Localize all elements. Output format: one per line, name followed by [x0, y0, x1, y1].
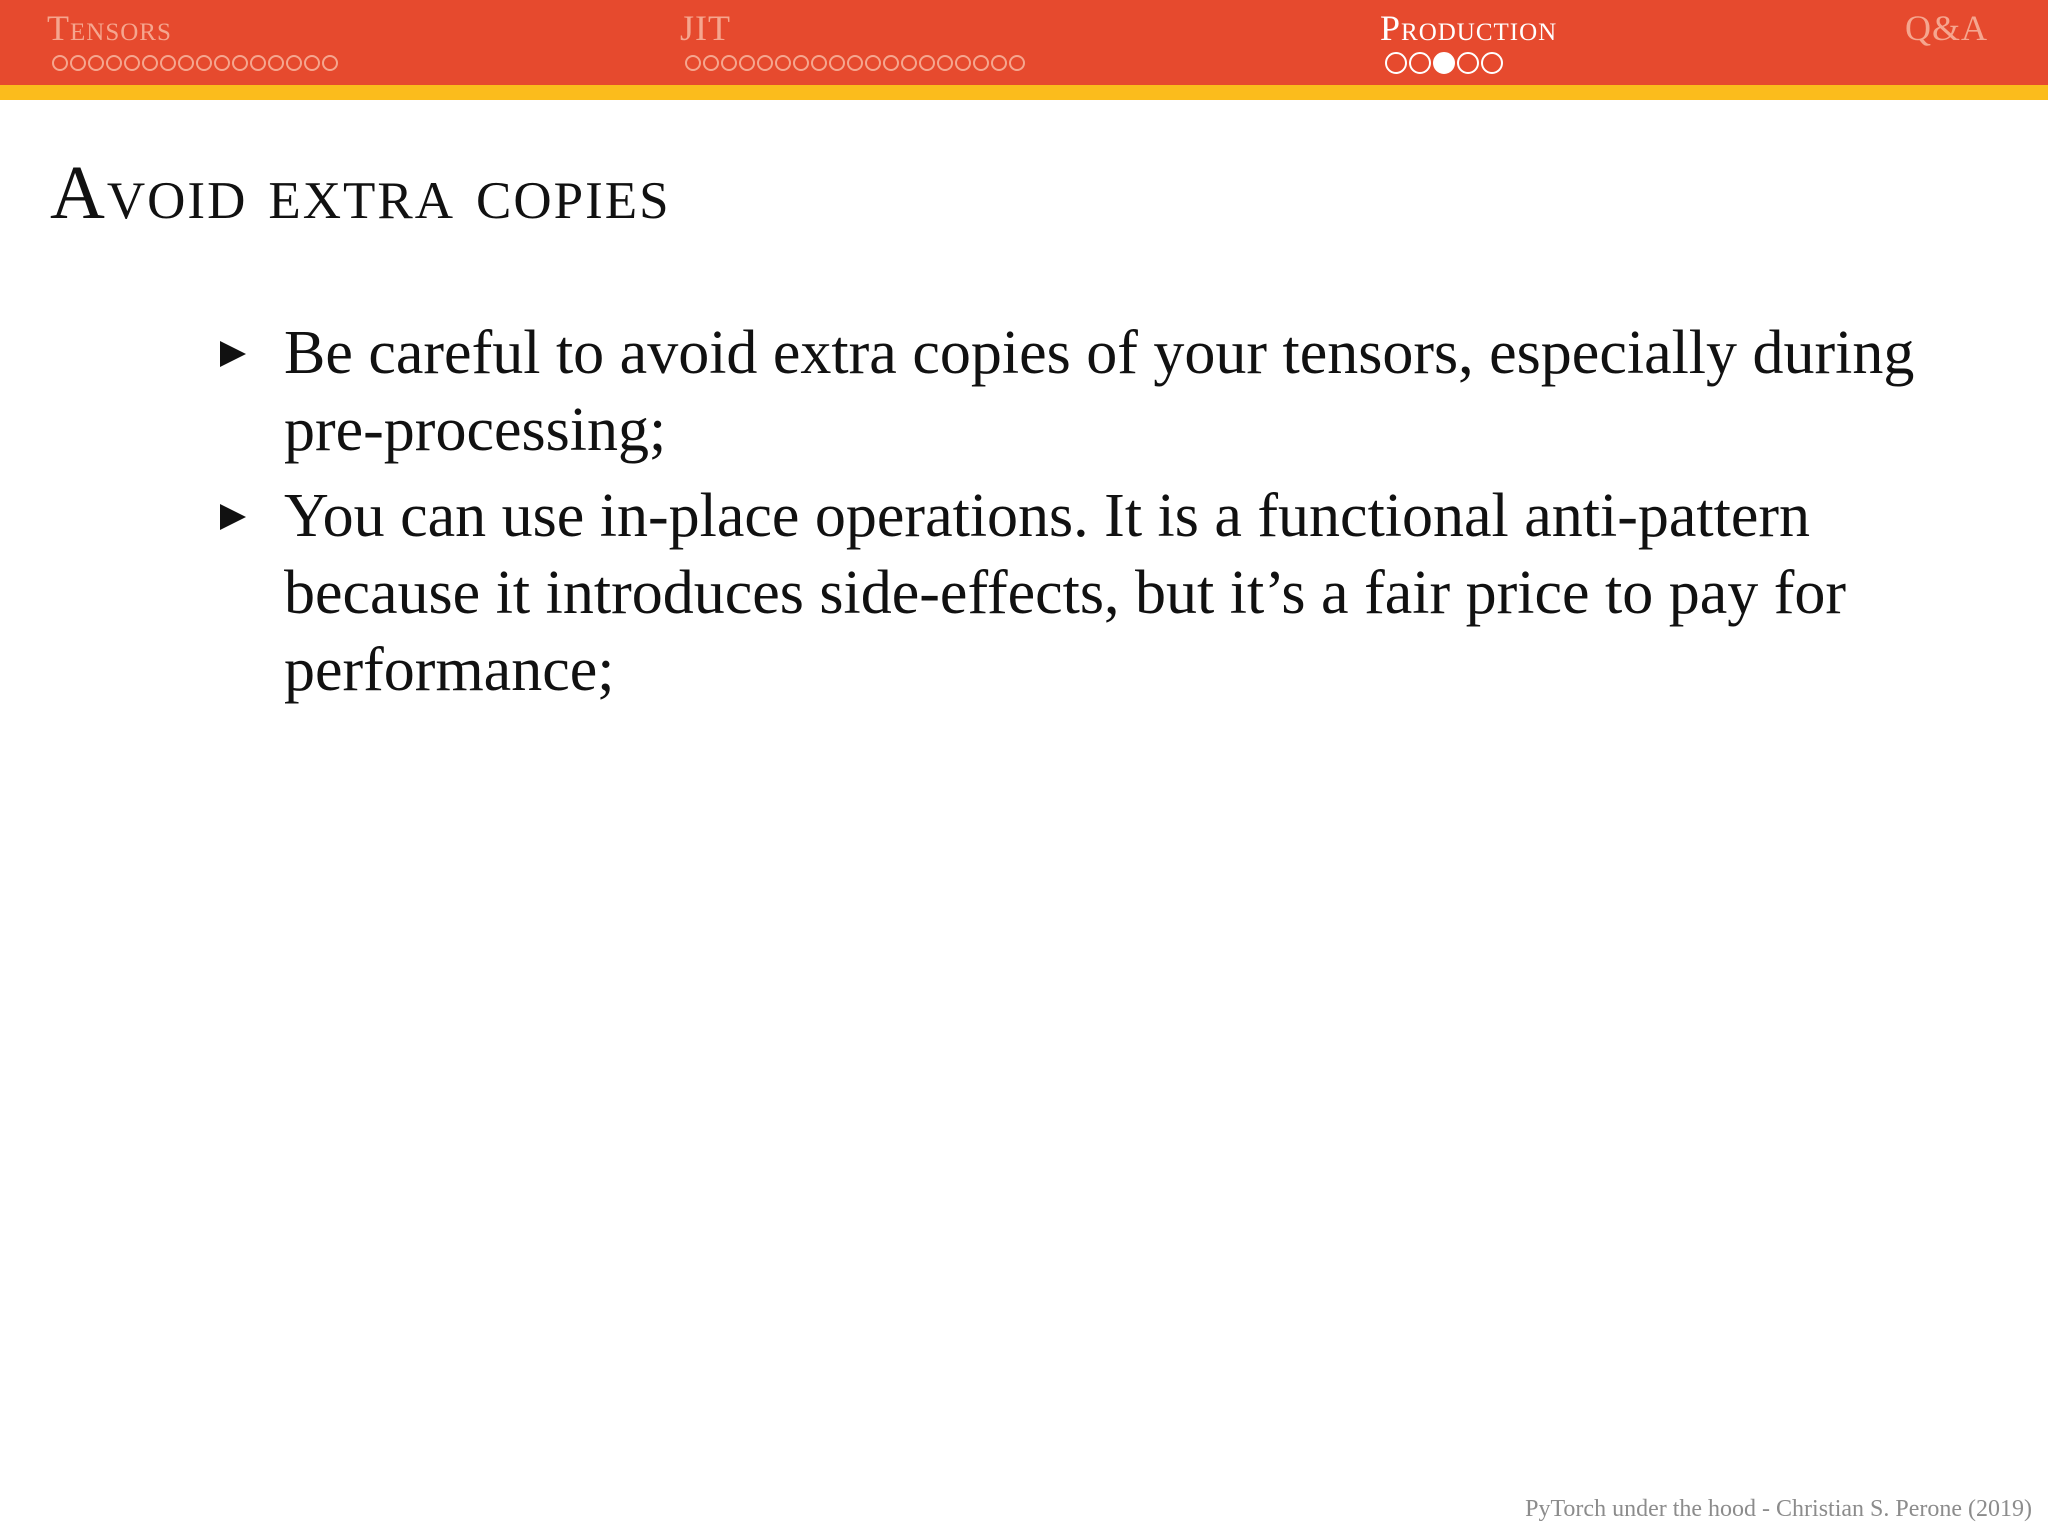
nav-slide-dot[interactable] [847, 55, 863, 71]
nav-slide-dot-current[interactable] [1433, 52, 1455, 74]
bullet-text: Be careful to avoid extra copies of your tensors, especially during pre-processing; [284, 319, 1915, 464]
nav-section-tensors[interactable] [47, 8, 338, 71]
nav-slide-dot[interactable] [973, 55, 989, 71]
triangle-right-icon [220, 341, 246, 367]
nav-slide-dot[interactable] [142, 55, 158, 71]
nav-slide-dot[interactable] [757, 55, 773, 71]
nav-slide-dot[interactable] [286, 55, 302, 71]
nav-slide-dot[interactable] [124, 55, 140, 71]
nav-slide-dot[interactable] [793, 55, 809, 71]
nav-accent-stripe [0, 85, 2048, 100]
nav-slide-dot[interactable] [268, 55, 284, 71]
bullet-item [220, 315, 1920, 469]
nav-slide-dot[interactable] [178, 55, 194, 71]
nav-section-label[interactable]: Tensors [47, 8, 172, 48]
nav-slide-dot[interactable] [703, 55, 719, 71]
triangle-right-icon [220, 504, 246, 530]
nav-section-label[interactable]: JIT [680, 8, 731, 48]
slide-footer: PyTorch under the hood - Christian S. Perone (2019) [1525, 1496, 2032, 1522]
nav-slide-dots [1385, 55, 1557, 74]
nav-slide-dot[interactable] [160, 55, 176, 71]
nav-slide-dot[interactable] [865, 55, 881, 71]
nav-section-jit[interactable] [680, 8, 1025, 71]
nav-slide-dot[interactable] [232, 55, 248, 71]
nav-slide-dot[interactable] [991, 55, 1007, 71]
nav-slide-dot[interactable] [322, 55, 338, 71]
nav-slide-dots [52, 55, 338, 71]
nav-slide-dot[interactable] [829, 55, 845, 71]
nav-section-qa[interactable] [1905, 8, 1988, 55]
section-navigation-bar [0, 0, 2048, 85]
nav-slide-dot[interactable] [214, 55, 230, 71]
nav-slide-dots [685, 55, 1025, 71]
nav-slide-dot[interactable] [1457, 52, 1479, 74]
nav-slide-dot[interactable] [883, 55, 899, 71]
nav-slide-dot[interactable] [106, 55, 122, 71]
nav-slide-dot[interactable] [1409, 52, 1431, 74]
nav-slide-dot[interactable] [250, 55, 266, 71]
bullet-text: You can use in-place operations. It is a functional anti-pattern because it introduces side-effects, but it’s a fair price to pay for performance; [284, 482, 1847, 704]
nav-section-production[interactable] [1380, 8, 1557, 74]
nav-section-label[interactable]: Q&A [1905, 8, 1988, 48]
nav-slide-dot[interactable] [901, 55, 917, 71]
nav-slide-dot[interactable] [70, 55, 86, 71]
nav-slide-dot[interactable] [739, 55, 755, 71]
bullet-list [220, 315, 1920, 718]
nav-slide-dot[interactable] [1385, 52, 1407, 74]
nav-section-label[interactable]: Production [1380, 8, 1558, 48]
nav-slide-dot[interactable] [919, 55, 935, 71]
nav-slide-dot[interactable] [304, 55, 320, 71]
nav-slide-dot[interactable] [1009, 55, 1025, 71]
nav-slide-dot[interactable] [196, 55, 212, 71]
nav-slide-dot[interactable] [775, 55, 791, 71]
nav-slide-dot[interactable] [1481, 52, 1503, 74]
nav-slide-dot[interactable] [721, 55, 737, 71]
nav-slide-dot[interactable] [811, 55, 827, 71]
nav-slide-dot[interactable] [88, 55, 104, 71]
nav-slide-dot[interactable] [955, 55, 971, 71]
nav-slide-dot[interactable] [937, 55, 953, 71]
slide-title: Avoid extra copies [50, 151, 671, 235]
nav-slide-dot[interactable] [52, 55, 68, 71]
bullet-item [220, 478, 1920, 709]
nav-slide-dot[interactable] [685, 55, 701, 71]
